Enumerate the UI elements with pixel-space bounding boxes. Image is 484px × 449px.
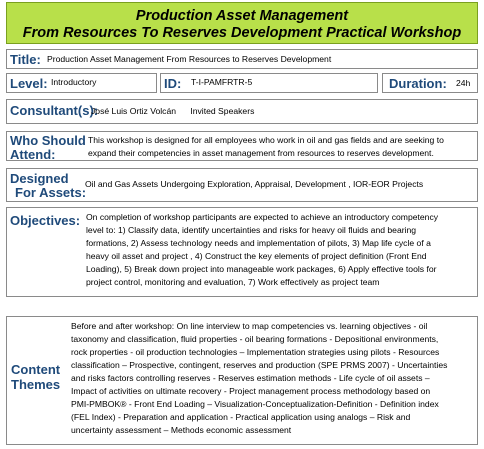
title-label: Title: (10, 52, 41, 67)
designed-label-line2: For Assets: (15, 185, 87, 200)
designed-value: Oil and Gas Assets Undergoing Exploration, Appraisal, Development , IOR-EOR Projects (85, 179, 424, 189)
level-box (6, 73, 157, 93)
id-box (160, 73, 378, 93)
level-value: Introductory (51, 77, 97, 87)
consultants-label: Consultant(s): (10, 103, 99, 118)
designed-label-line1: Designed (10, 171, 69, 186)
content-line: taxonomy and classification, fluid properties - oil bearing formations - Depositional environments, (71, 334, 439, 344)
who-text-line1: This workshop is designed for all employees who work in oil and gas fields and are seeking to (88, 135, 444, 145)
consultants-row (6, 99, 478, 124)
title-value: Production Asset Management From Resources to Reserves Development (47, 54, 332, 64)
who-text-line2: expand their competencies in asset management from resources to reserves development. (88, 148, 434, 158)
objectives-label: Objectives: (10, 213, 81, 228)
content-line: rock properties - oil production technologies – Implementation strategies using pilots - Resources (71, 347, 440, 357)
header-banner (6, 2, 478, 44)
title-row (6, 49, 478, 69)
objectives-line: formations, 2) Assess technology needs and implementation of pilots, 3) Map life cycle of a (86, 238, 431, 248)
designed-for-assets-row (6, 168, 478, 202)
duration-label: Duration: (389, 76, 447, 91)
content-line: uncertainty assessment – Methods economic assessment (71, 425, 292, 435)
content-line: (FEL Index) - Preparation and application - Practical application using analogs – Risk and (71, 412, 411, 422)
who-label-line1: Who Should (10, 133, 86, 148)
content-line: Before and after workshop: On line interview to map competencies vs. learning objectives - oil (71, 321, 428, 331)
level-label: Level: (10, 76, 48, 91)
content-line: and risks factors controlling reserves - Reserves estimation methods - Life cycle of oil assets – (71, 373, 430, 383)
objectives-line: Loading), 5) Break down project into manageable work packages, 6) Apply effective tools for (86, 264, 437, 274)
who-label-line2: Attend: (10, 147, 56, 162)
banner-subtitle: From Resources To Reserves Development Practical Workshop (22, 25, 462, 41)
banner-title: Production Asset Management (135, 8, 349, 24)
content-label-line2: Themes (11, 377, 61, 392)
id-label: ID: (164, 76, 182, 91)
content-label-line1: Content (11, 362, 61, 377)
objectives-row (6, 207, 478, 297)
duration-value: 24h (456, 78, 471, 88)
id-value: T-I-PAMFRTR-5 (191, 77, 253, 87)
consultants-value: José Luis Ortiz Volcán Invited Speakers (91, 106, 255, 116)
objectives-line: level to: 1) Classify data, identify uncertainties and risks for heavy oil fluids and bearing (86, 225, 417, 235)
content-line: classification – Prospective, contingent, reserves and production (SPE PRMS 2007) - Uncertainties (71, 360, 448, 370)
content-line: Impact of activities on ultimate recovery - Project management process methodology based on (71, 386, 431, 396)
duration-box (382, 73, 478, 93)
content-line: PMI-PMBOK® - Front End Loading – Visualization-Conceptualization-Definition - Definition index (71, 399, 439, 409)
content-themes-row (6, 316, 478, 445)
objectives-line: On completion of workshop participants are expected to achieve an introductory competency (86, 212, 439, 222)
objectives-line: project control, monitoring and evaluation, 7) Work effectively as project team (86, 277, 380, 287)
who-should-attend-row (6, 131, 478, 161)
objectives-line: heavy oil asset and project , 4) Construct the key elements of project definition (Front End (86, 251, 427, 261)
